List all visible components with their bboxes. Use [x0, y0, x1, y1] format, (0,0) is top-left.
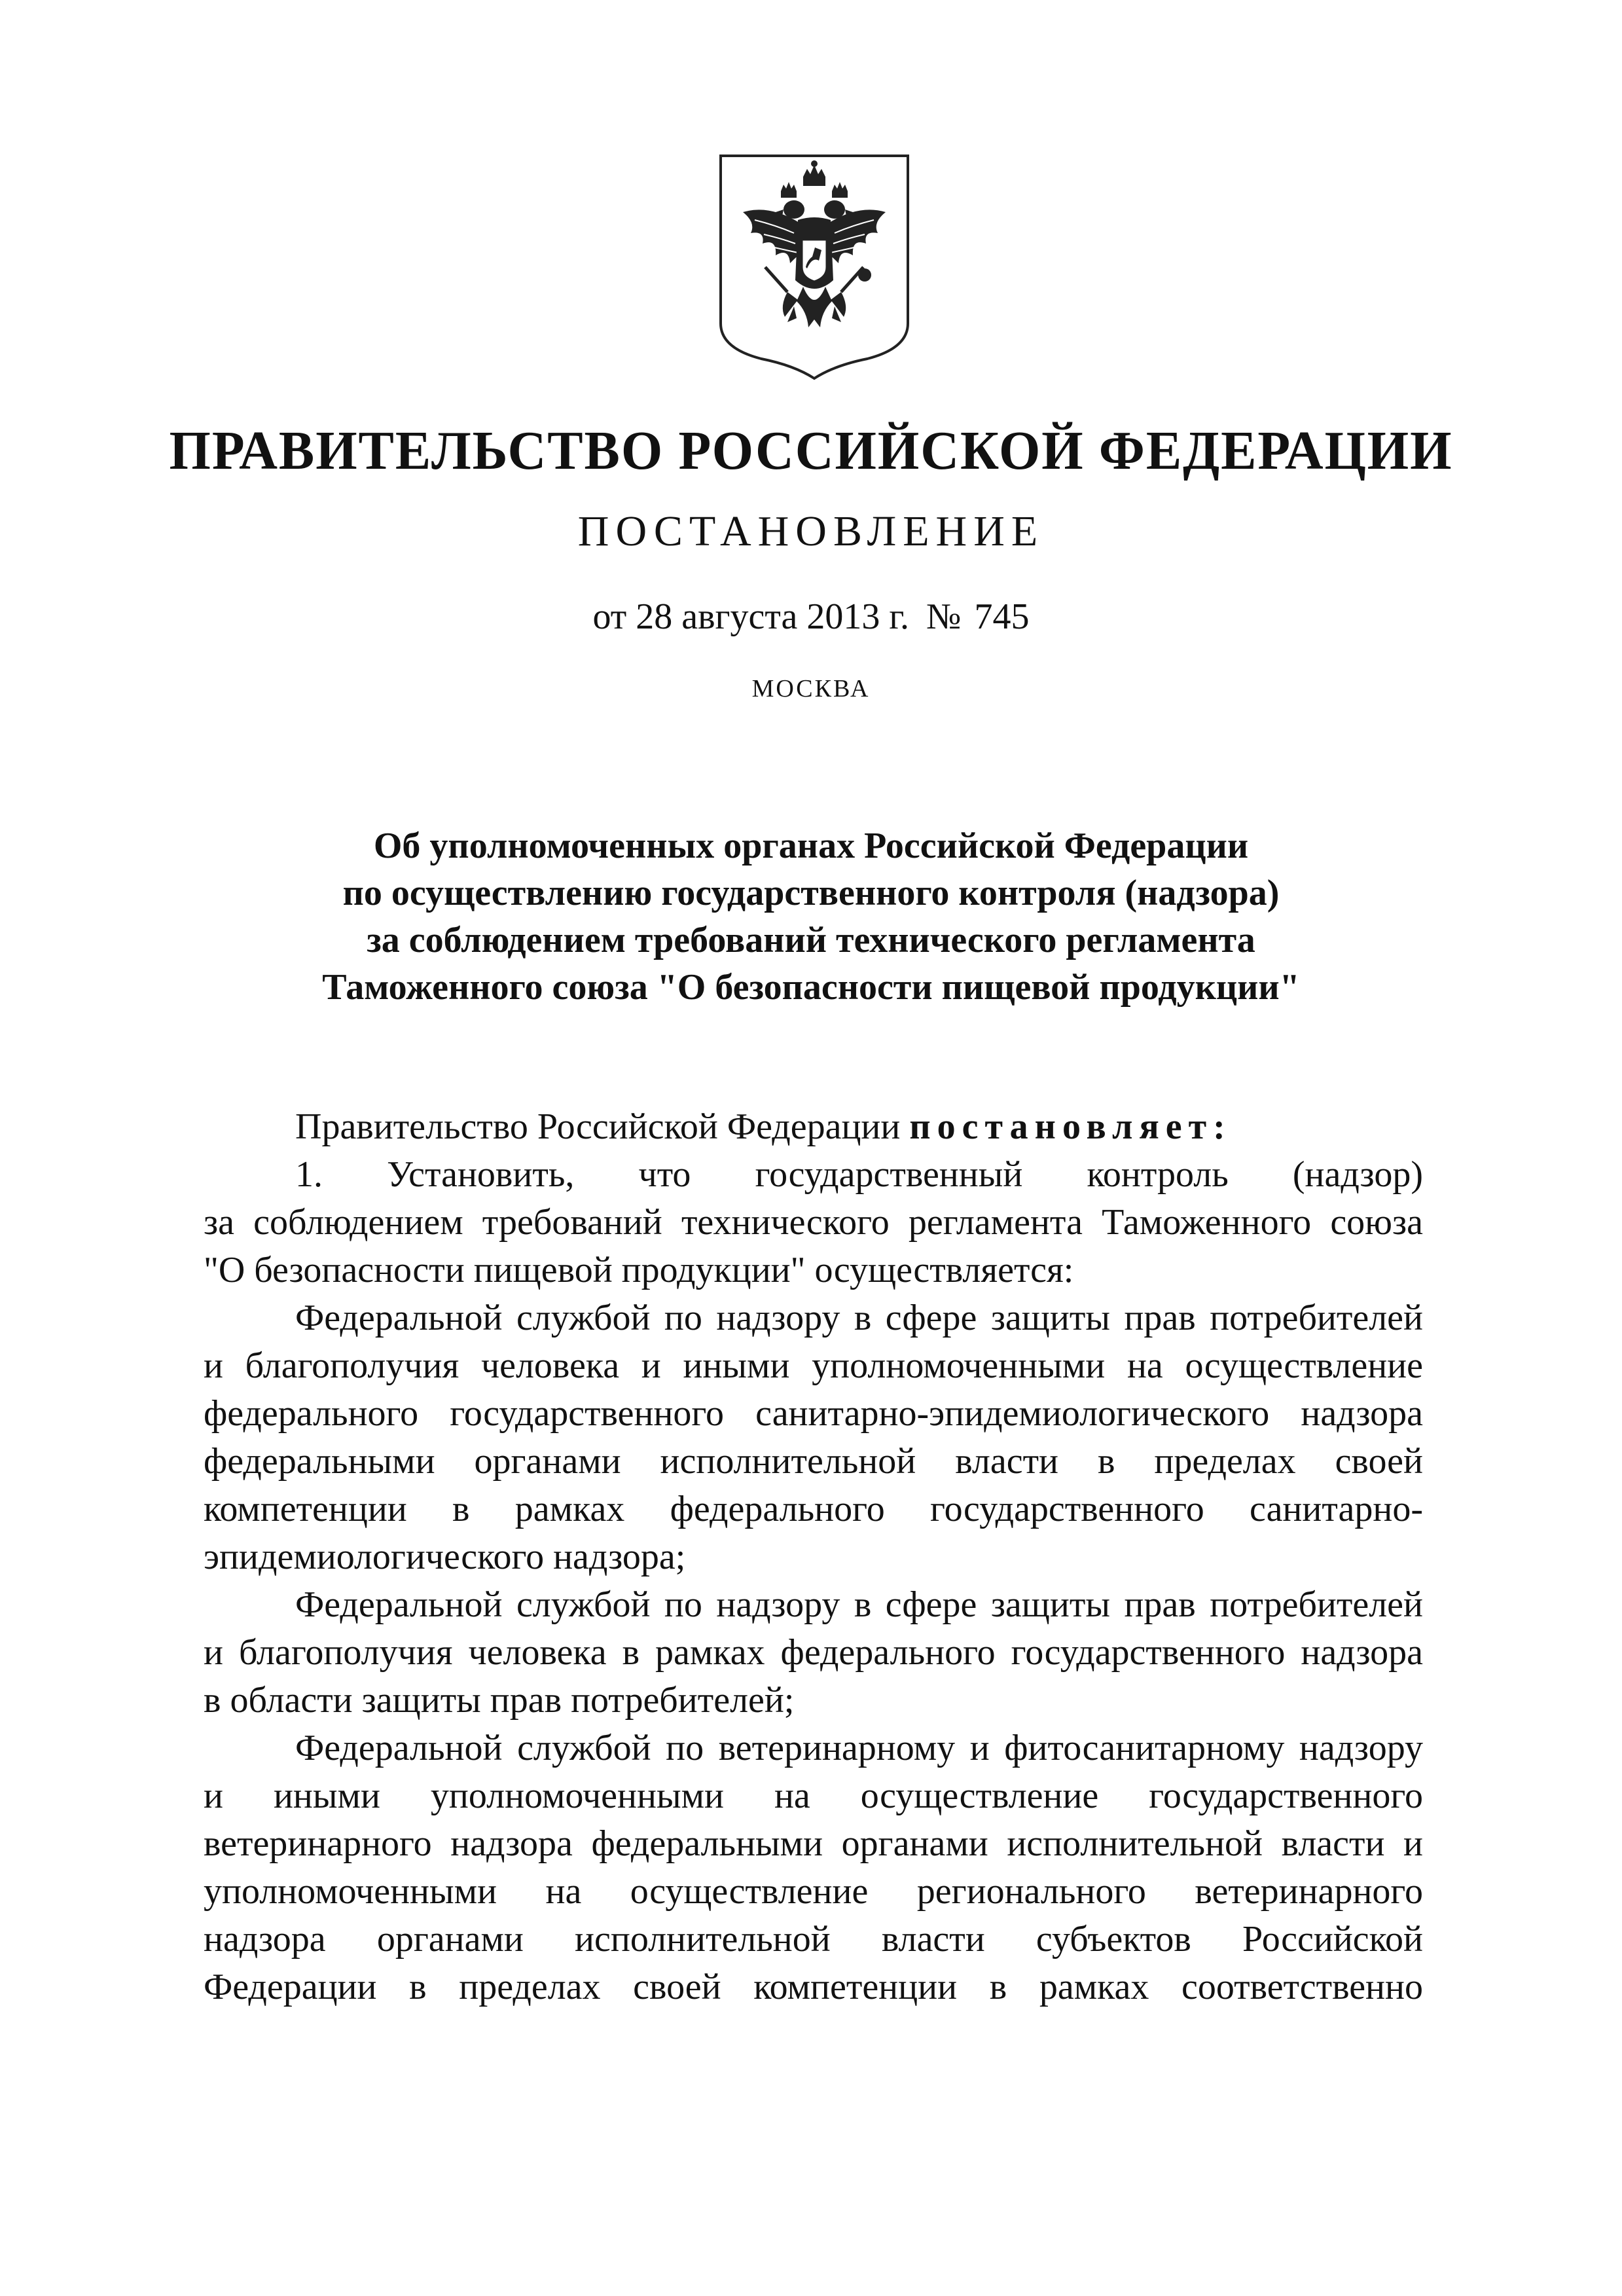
coat-of-arms-emblem: [717, 152, 912, 382]
body-line: в области защиты прав потребителей;: [204, 1680, 795, 1721]
double-headed-eagle-icon: [717, 152, 912, 382]
preamble-prefix: Правительство Российской Федерации: [295, 1106, 901, 1147]
subject-line: Об уполномоченных органах Российской Федерации: [373, 826, 1249, 866]
body-line: и благополучия человека в рамках федерального государственного надзора: [204, 1632, 1423, 1673]
body-line: и иными уполномоченными на осуществление государственного: [204, 1776, 1423, 1816]
body-line: за соблюдением требований технического регламента Таможенного союза: [204, 1202, 1423, 1243]
body-line: уполномоченными на осуществление регионального ветеринарного: [204, 1871, 1423, 1912]
document-body: [204, 1103, 1423, 2011]
body-line: Федерации в пределах своей компетенции в рамках соответственно: [204, 1967, 1423, 2007]
subject-line: по осуществлению государственного контроля (надзора): [342, 873, 1280, 913]
preamble: [204, 1103, 1423, 1151]
body-line: Федеральной службой по надзору в сфере защиты прав потребителей: [295, 1298, 1423, 1338]
number-sign: №: [926, 596, 962, 637]
document-date-line: [0, 596, 1622, 638]
document-number: 745: [974, 596, 1030, 637]
body-line: эпидемиологического надзора;: [204, 1537, 686, 1577]
body-line: "О безопасности пищевой продукции" осуществляется:: [204, 1250, 1074, 1290]
document-date: от 28 августа 2013 г.: [592, 596, 910, 637]
subject-line: за соблюдением требований технического регламента: [367, 920, 1255, 960]
subject-line: Таможенного союза "О безопасности пищевой продукции": [322, 967, 1300, 1008]
body-line: Федеральной службой по надзору в сфере защиты прав потребителей: [295, 1584, 1423, 1625]
body-line: федерального государственного санитарно-эпидемиологического надзора: [204, 1393, 1423, 1434]
document-type: ПОСТАНОВЛЕНИЕ: [577, 507, 1045, 555]
body-line: надзора органами исполнительной власти субъектов Российской: [204, 1919, 1423, 1959]
body-line: ветеринарного надзора федеральными органами исполнительной власти и: [204, 1823, 1423, 1864]
body-line: компетенции в рамках федерального государственного санитарно-: [204, 1489, 1423, 1529]
document-city: МОСКВА: [751, 675, 871, 702]
preamble-verb: постановляет:: [909, 1106, 1232, 1147]
body-line: Федеральной службой по ветеринарному и фитосанитарному надзору: [295, 1728, 1423, 1768]
body-line: 1. Установить, что государственный контроль (надзор): [295, 1154, 1423, 1195]
body-line: федеральными органами исполнительной власти в пределах своей: [204, 1441, 1423, 1482]
government-title: ПРАВИТЕЛЬСТВО РОССИЙСКОЙ ФЕДЕРАЦИИ: [169, 420, 1453, 481]
body-line: и благополучия человека и иными уполномоченными на осуществление: [204, 1345, 1423, 1386]
document-subject: [0, 822, 1622, 1011]
